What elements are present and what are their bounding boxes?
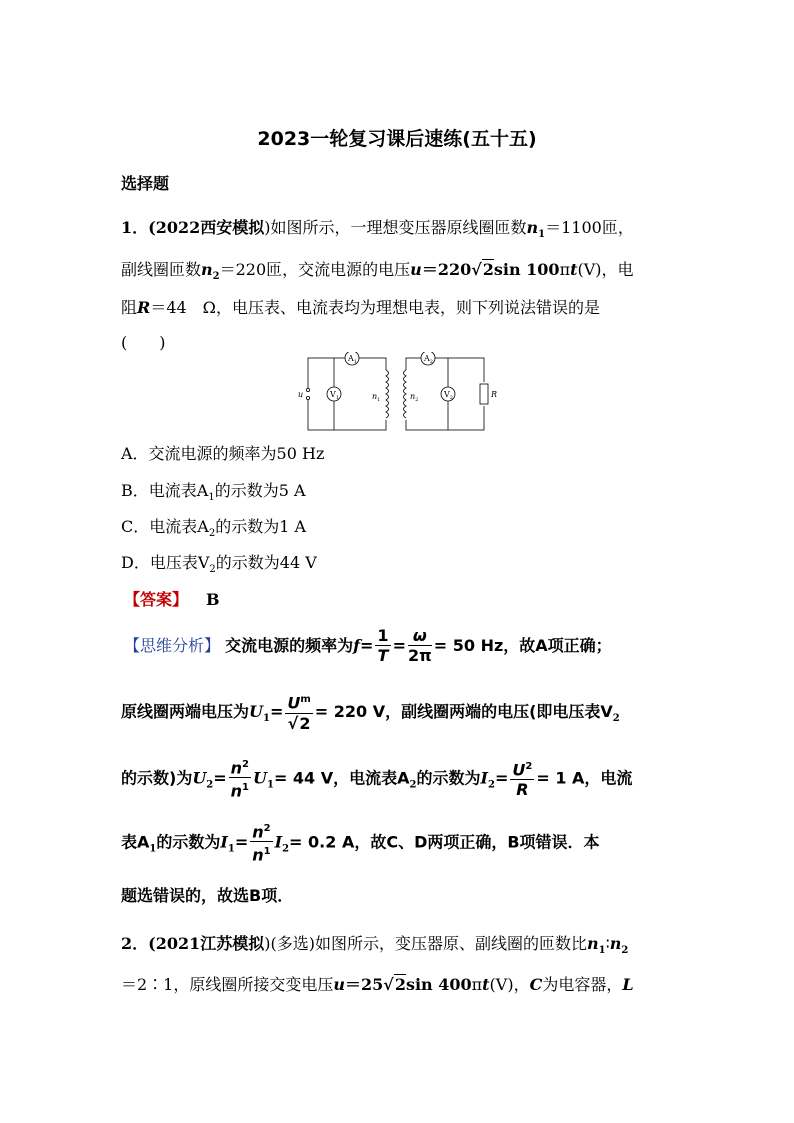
q1-answer [124,590,220,610]
q1-line-1: 1．(2022西安模拟)如图所示，一理想变压器原线圈匝数$n_1=1100$匝， [121,218,634,241]
q1-source: 西安模拟 [200,218,265,237]
label-v2: $V_2$ [444,390,453,401]
fraction-omega-over-2pi: $\frac{\omega}{2\pi}$ [407,626,432,665]
transformer-circuit-diagram [296,352,498,434]
section-heading: 选择题 [121,174,170,193]
label-v1: $V_1$ [330,390,339,401]
q2-line-1: 2．(2021江苏模拟)(多选)如图所示，变压器原、副线圈的匝数比$n_1∶n_2$ [121,934,629,957]
label-u: u [298,390,304,399]
sqrt-symbol: √ [471,260,482,279]
resistor-r [480,384,488,404]
q1-option-d: D．电压表$V_2$的示数为44 V [121,553,317,576]
analysis-line-5: 题选错误的，故选B项． [121,886,294,905]
fraction-n2-over-n1: $\frac{n^2}{n^1}$ [229,756,251,802]
label-a1: $A_1$ [348,354,357,365]
q1-option-c: C．电流表$A_2$的示数为1 A [121,517,307,540]
fraction-um-over-sqrt2: $\frac{U^m}{√2}$ [285,691,312,733]
answer-value: B [206,590,220,609]
analysis-line-1: 【思维分析】 交流电源的频率为f= $\frac{1}{T}$ = $\frac{\omega}{2\pi}$ = 50 Hz，故A项正确； [124,626,612,665]
analysis-line-3: 的示数)为$U_2=$ $\frac{n^2}{n^1}$ $U_1= 44$ V，电流表$A_2$的示数为$I_2=$ $\frac{U^2}{R}$ = 1 A，电流 [121,756,632,808]
source-terminal-bottom [306,396,309,399]
answer-label: 【答案】 [124,590,189,609]
q1-option-b: B．电流表$A_1$的示数为5 A [121,481,306,504]
analysis-line-4: 表$A_1$的示数为$I_1=$ $\frac{n^2}{n^1}$ $I_2= 0.2$ A，故C、D两项正确，B项错误．本 [121,820,600,872]
q1-option-a: A．交流电源的频率为50 Hz [121,444,325,463]
q1-answer-blank: ( ) [121,333,166,352]
analysis-label: 【思维分析】 [124,636,221,655]
fraction-n2-over-n1-b: $\frac{n^2}{n^1}$ [250,820,272,866]
source-terminal-top [306,388,309,391]
q1-line-2: 副线圈匝数$n_2=220$匝，交流电源的电压u＝220√2sin 100πt(V)，电 [121,260,634,283]
label-a2: $A_2$ [424,354,433,365]
q2-source: 江苏模拟 [200,934,265,953]
fraction-1-over-t: $\frac{1}{T}$ [377,626,389,665]
q1-line-3: 阻R＝44 Ω，电压表、电流表均为理想电表，则下列说法错误的是 [121,298,600,317]
label-n2: $n_2$ [410,392,419,403]
label-n1: $n_1$ [372,392,381,403]
fraction-u2-over-r: $\frac{U^2}{R}$ [510,758,534,800]
q2-line-2: ＝2∶1，原线圈所接交变电压u＝25√2sin 400πt(V)，C为电容器，L [121,975,634,994]
analysis-line-2: 原线圈两端电压为$U_1=$ $\frac{U^m}{√2}$ = 220 V，副线圈两端的电压(即电压表$V_2$ [121,690,620,741]
page-title: 2023一轮复习课后速练(五十五) [257,128,537,150]
label-r: R [491,390,498,399]
